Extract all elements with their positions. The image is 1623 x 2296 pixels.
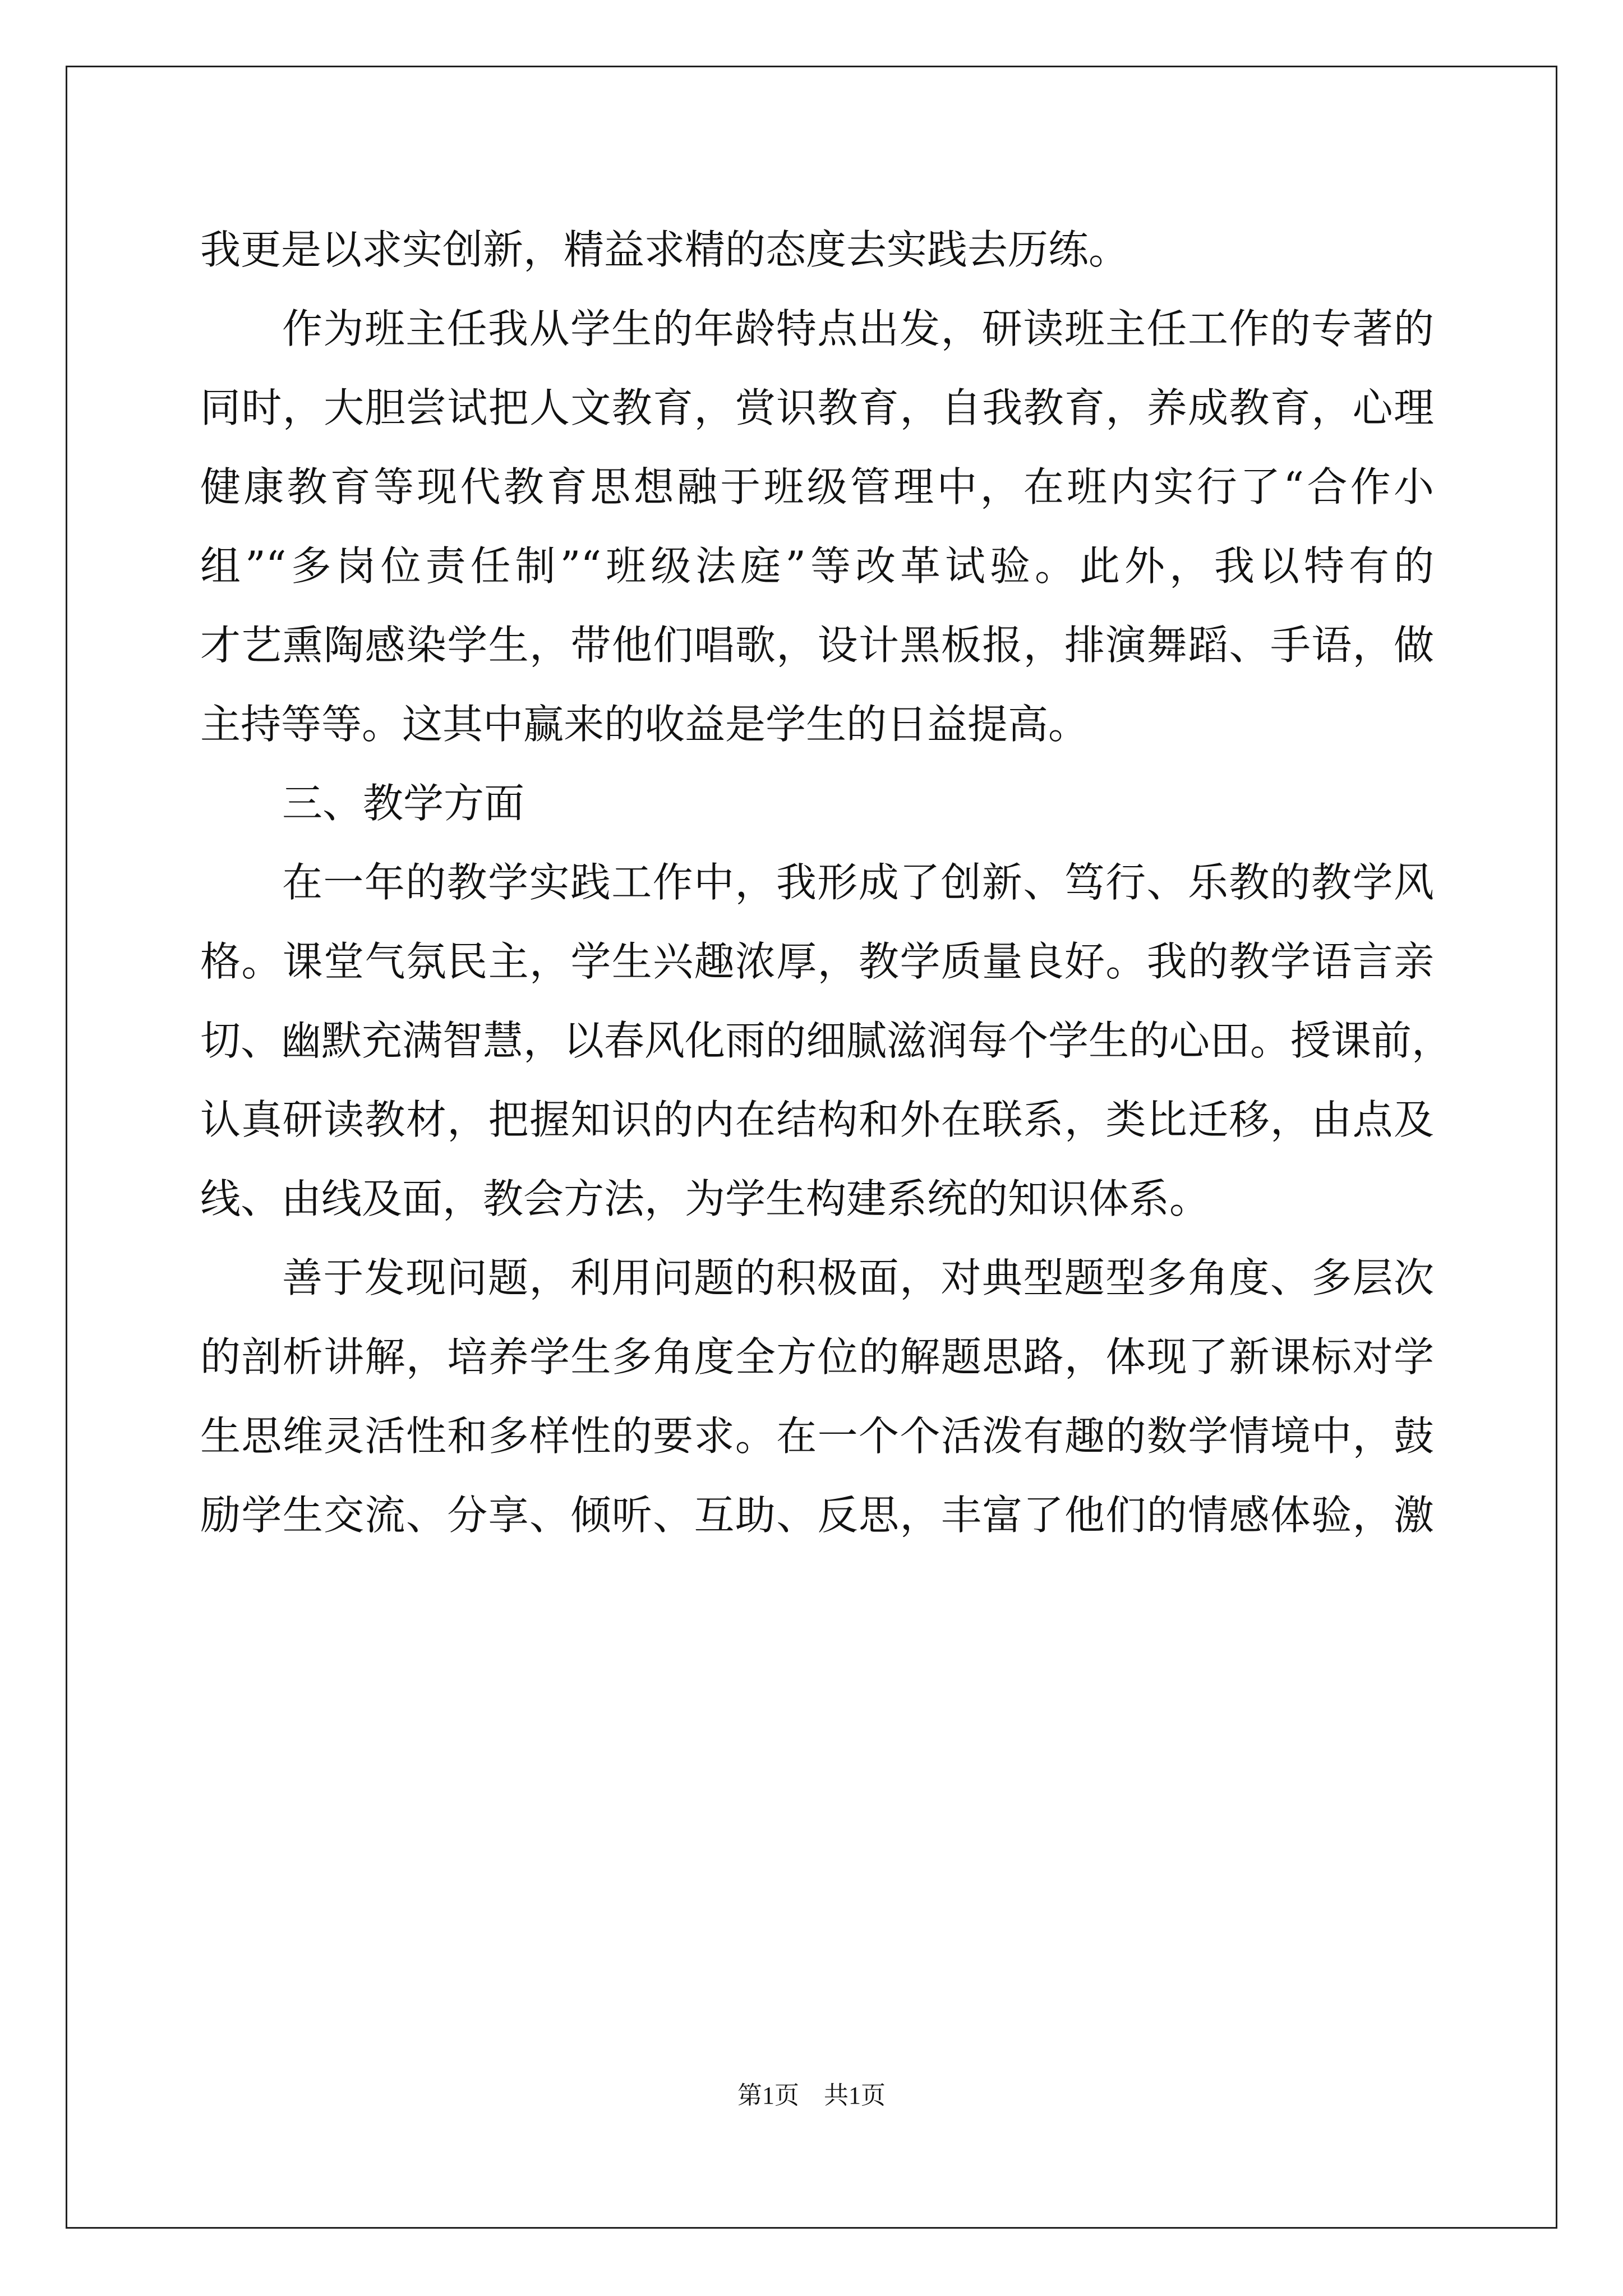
text-line-5: 组”“多岗位责任制”“班级法庭”等改革试验。此外，我以特有的	[200, 542, 1434, 590]
text-line-15: 的剖析讲解，培养学生多角度全方位的解题思路，体现了新课标对学	[200, 1333, 1434, 1381]
text-line-11: 切、幽默充满智慧，以春风化雨的细腻滋润每个学生的心田。授课前，	[200, 1017, 1453, 1064]
text-line-4: 健康教育等现代教育思想融于班级管理中，在班内实行了“合作小	[200, 463, 1434, 510]
text-line-13: 线、由线及面，教会方法，为学生构建系统的知识体系。	[200, 1175, 1210, 1222]
text-line-12: 认真研读教材，把握知识的内在结构和外在联系，类比迁移，由点及	[200, 1096, 1434, 1143]
document-body	[200, 210, 1453, 1555]
text-line-3: 同时，大胆尝试把人文教育，赏识教育，自我教育，养成教育，心理	[200, 384, 1434, 431]
text-line-17: 励学生交流、分享、倾听、互助、反思，丰富了他们的情感体验，激	[200, 1492, 1434, 1539]
text-line-2: 作为班主任我从学生的年龄特点出发，研读班主任工作的专著的	[282, 305, 1434, 352]
text-line-6: 才艺熏陶感染学生，带他们唱歌，设计黑板报，排演舞蹈、手语，做	[200, 622, 1434, 669]
text-line-9: 在一年的教学实践工作中，我形成了创新、笃行、乐教的教学风	[282, 859, 1434, 906]
text-line-1: 我更是以求实创新，精益求精的态度去实践去历练。	[200, 226, 1129, 273]
text-line-14: 善于发现问题，利用问题的积极面，对典型题型多角度、多层次	[282, 1254, 1434, 1301]
page-number: 第1页	[737, 2082, 799, 2109]
page-footer	[0, 2079, 1623, 2113]
text-line-16: 生思维灵活性和多样性的要求。在一个个活泼有趣的数学情境中，鼓	[200, 1412, 1434, 1460]
section-heading: 三、教学方面	[282, 780, 525, 827]
page-total: 共1页	[824, 2082, 886, 2109]
text-line-10: 格。课堂气氛民主，学生兴趣浓厚，教学质量良好。我的教学语言亲	[200, 938, 1434, 985]
text-line-7: 主持等等。这其中赢来的收益是学生的日益提高。	[200, 701, 1089, 748]
